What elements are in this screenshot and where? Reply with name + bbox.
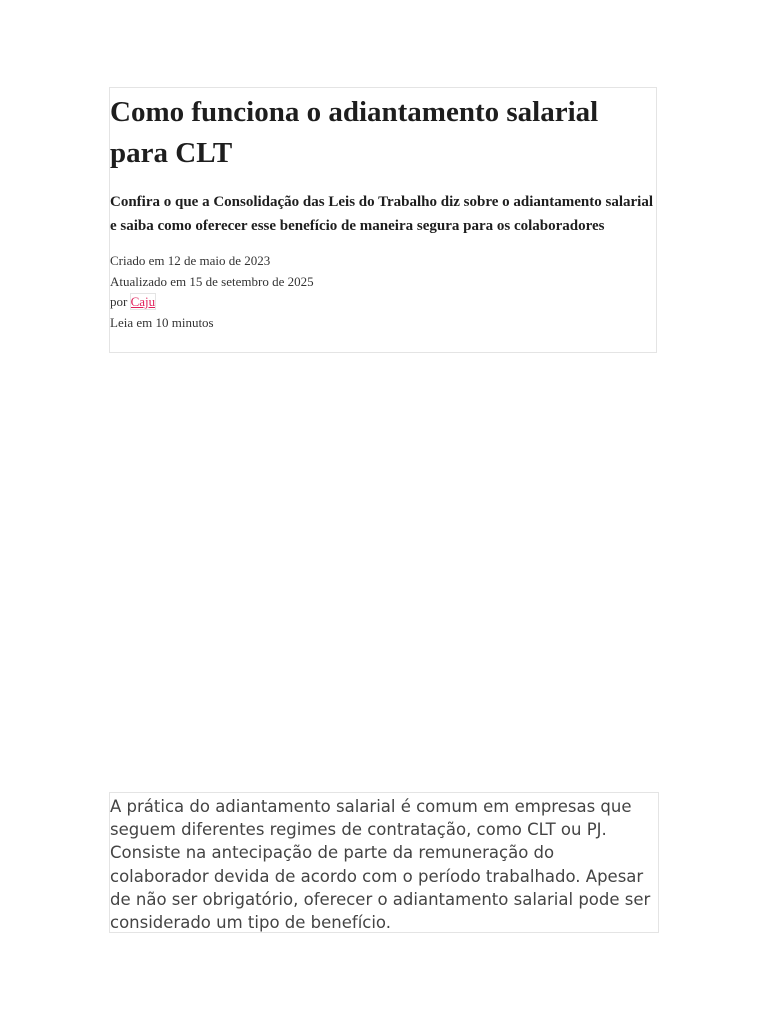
author-link[interactable]: Caju bbox=[130, 294, 156, 309]
updated-date: Atualizado em 15 de setembro de 2025 bbox=[110, 273, 314, 289]
intro-paragraph: A prática do adiantamento salarial é comum em empresas que seguem diferentes regimes de contratação, como CLT ou PJ. Consiste na antecipação de parte da remuneração do colaborador devida de acordo com o período trabalhado. Apesar de não ser obrigatório, oferecer o adiantamento salarial pode ser considerado um tipo de benefício. bbox=[110, 797, 651, 933]
author-line bbox=[110, 292, 656, 313]
read-time: Leia em 10 minutos bbox=[110, 314, 214, 330]
article-intro bbox=[109, 792, 659, 933]
article-header bbox=[109, 87, 657, 353]
created-date: Criado em 12 de maio de 2023 bbox=[110, 253, 271, 268]
article-title: Como funciona o adiantamento salarial para CLT bbox=[110, 96, 599, 169]
article-meta bbox=[110, 251, 656, 333]
article-subtitle: Confira o que a Consolidação das Leis do Trabalho diz sobre o adiantamento salarial e saiba como oferecer esse benefício de maneira segura para os colaboradores bbox=[110, 194, 653, 234]
author-prefix: por bbox=[110, 294, 128, 309]
